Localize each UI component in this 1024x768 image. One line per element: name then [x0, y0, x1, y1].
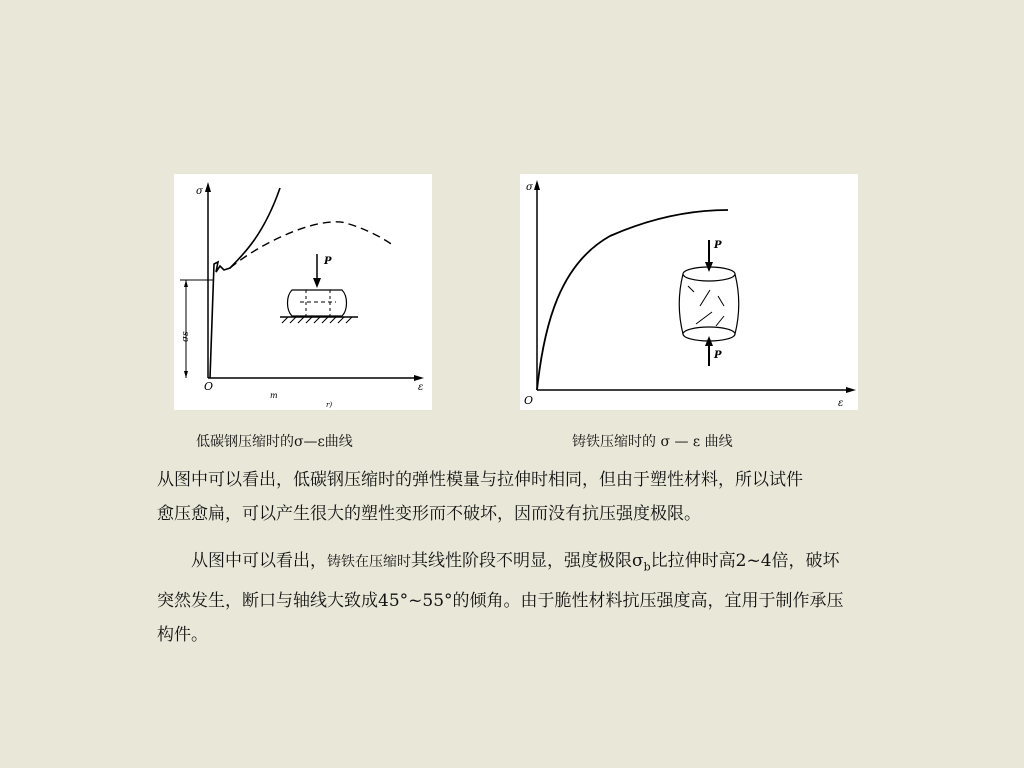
y-axis-arrow [534, 180, 540, 190]
x-axis-label: ε [418, 382, 424, 393]
x-axis-arrow [414, 375, 424, 381]
y-axis-label: σ [196, 186, 203, 197]
m-label: m [270, 391, 278, 400]
paragraph-1-line-1: 从图中可以看出，低碳钢压缩时的弹性模量与拉伸时相同，但由于塑性材料，所以试件 [157, 470, 803, 490]
caption-cast-iron: 铸铁压缩时的 σ — ε 曲线 [572, 434, 733, 450]
paragraph-2-line-3: 构件。 [157, 625, 208, 646]
cast-iron-diagram [520, 174, 858, 410]
cast-iron-figure [520, 174, 858, 410]
paragraph-2-line-2: 突然发生，断口与轴线大致成45°~55°的倾角。由于脆性材料抗压强度高，宜用于制作承压 [157, 591, 844, 612]
origin-label: O [524, 394, 534, 407]
paragraph-cast-iron [157, 544, 977, 652]
low-carbon-steel-diagram [174, 174, 432, 410]
force-bottom-label: P [714, 350, 722, 361]
x-axis-label: ε [838, 398, 844, 409]
cast-iron-specimen-illustration [679, 240, 739, 366]
force-label: P [324, 256, 332, 267]
y-axis-arrow [205, 182, 211, 192]
sigma-s-label: σs [181, 331, 191, 342]
caption-low-carbon-steel: 低碳钢压缩时的σ—ε曲线 [196, 434, 353, 450]
paragraph-2-line-1: 从图中可以看出，铸铁在压缩时其线性阶段不明显，强度极限$\sigma_b$比拉伸时高2~4倍，破坏 [191, 551, 840, 574]
tension-curve-dashed [230, 222, 394, 268]
y-axis-label: σ [526, 182, 533, 193]
origin-label: O [204, 380, 214, 393]
x-axis-arrow [846, 387, 856, 393]
paragraph-low-carbon-steel [157, 463, 977, 531]
sub-label: r) [326, 401, 333, 409]
paragraph-1-line-2: 愈压愈扁，可以产生很大的塑性变形而不破坏，因而没有抗压强度极限。 [157, 504, 701, 524]
specimen-illustration [280, 254, 358, 323]
compression-curve [210, 188, 280, 378]
low-carbon-steel-figure [174, 174, 432, 410]
force-top-label: P [714, 240, 722, 251]
compression-curve [537, 210, 728, 390]
